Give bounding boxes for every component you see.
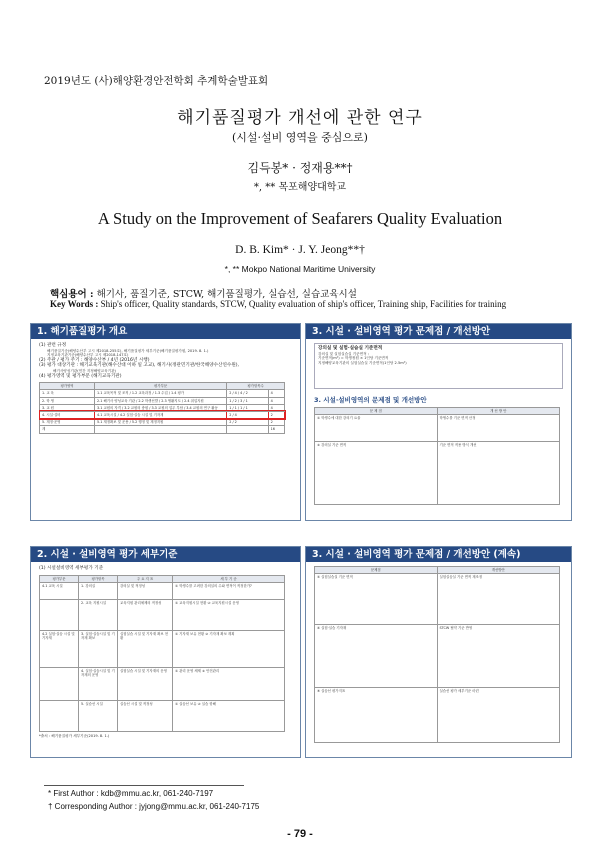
problems-section-label: 3. 시설·설비영역의 문제점 및 개선방안: [314, 396, 427, 404]
table-cell: 1 / 2 / 3 / 1: [227, 397, 268, 404]
table-header-row: [40, 575, 285, 582]
affiliation-english: *, ** Mokpo National Maritime University: [224, 264, 376, 274]
table-row: [315, 688, 560, 743]
criteria-caption: (1) 시설설비영역 세부평가 기준: [39, 566, 104, 571]
table-cell: 2 / 2: [227, 419, 268, 426]
table-cell: 실습선 시설 및 적정성: [118, 700, 173, 731]
paper-subtitle-korean: (시설·설비 영역을 중심으로): [232, 131, 368, 144]
table-cell: 2.1 해기사 양성교육 기관 / 2.2 학생선발 / 2.3 생활지도 / 2.4 취업지원: [95, 397, 227, 404]
overview-line: (1) 관련 규정: [39, 343, 67, 348]
panel-overview-title: 1. 해기품질평가 개요: [31, 324, 300, 339]
table-row-highlighted: [40, 411, 285, 418]
problems-continued-table: [314, 566, 560, 743]
table-cell: 2: [268, 419, 284, 426]
table-cell: 2: [268, 411, 284, 418]
table-cell: 3. 교 원: [40, 404, 95, 411]
table-row: [40, 419, 285, 426]
standard-area-line: 강의실 및 실험실습실 기준면적 :: [318, 351, 369, 356]
table-header-cell: 평가부문: [95, 383, 227, 390]
table-header-cell: 주 요 지 표: [118, 575, 173, 582]
table-cell: ④ 실험·실습 기자재: [315, 625, 438, 688]
table-cell: 1. 교 육: [40, 390, 95, 397]
table-header-cell: 문제점: [315, 567, 438, 574]
footnote-divider: [44, 785, 244, 786]
table-row: [40, 667, 285, 700]
footnote-first-author: * First Author : kdb@mmu.ac.kr, 061-240-7197: [48, 789, 214, 798]
table-cell: 실습선 평가 세부기준 마련: [437, 688, 560, 743]
conference-name: 2019년도 (사)해양환경안전학회 추계학술발표회: [44, 75, 269, 87]
table-cell: 2. 교육 지원시설: [79, 599, 118, 630]
panel-problems: [305, 323, 572, 521]
panel-problems-continued-title: 3. 시설 · 설비영역 평가 문제점 / 개선방안 (계속): [306, 547, 571, 562]
table-cell: ① 기자재 보유 현황 ② 기자재 확보 계획: [173, 630, 285, 667]
panel-problems-continued: [305, 546, 572, 758]
table-row: [315, 442, 560, 505]
table-cell: ① 학생수에 대한 강의기 요율: [315, 415, 438, 442]
overview-line: 지정교육기관기준(해양수산부 고시 제2018-147호): [47, 353, 129, 358]
table-cell: 교육지원 관리체제의 적정성: [118, 599, 173, 630]
standard-area-line: 기준면적(m²) = 학생정원 × 1인당 기준면적: [318, 356, 389, 361]
standard-area-heading: 강의실 및 실험·실습실 기준면적: [318, 346, 383, 351]
table-cell: 2. 학 생: [40, 397, 95, 404]
table-header-cell: 개 선 방 안: [437, 408, 560, 415]
keywords-english: [50, 299, 506, 309]
overview-line: (2) 주관 / 평가 주기 : 해양수산부 / 4년 (2016년 시행): [39, 357, 150, 363]
table-row: [40, 404, 285, 411]
table-header-row: [40, 383, 285, 390]
keywords-english-label: Key Words :: [50, 299, 99, 309]
paper-title-english: A Study on the Improvement of Seafarers Quality Evaluation: [97, 209, 503, 228]
table-cell: 4. 실험·실습시설 및 기자재의 운영: [79, 667, 118, 700]
table-cell: 2 / 4: [227, 411, 268, 418]
table-cell: 3.1 교원의 자격 / 3.2 교원의 충원 / 3.3 교원의 업무 부담 / 3.4 교원의 연구 활동: [95, 404, 227, 411]
table-cell: [40, 599, 79, 630]
table-row: [40, 630, 285, 667]
table-cell: ⑤ 실습선 평가지표: [315, 688, 438, 743]
table-cell: 강의실 및 적정성: [118, 582, 173, 599]
table-cell: 실험실습실 기준 면적 재조정: [437, 574, 560, 625]
table-cell: ① 실습선 보유 ② 실습 항해: [173, 700, 285, 731]
table-row: [40, 700, 285, 731]
table-cell: 5.1 재정확보 및 운용 / 5.2 행정 및 재정지원: [95, 419, 227, 426]
table-row: [40, 582, 285, 599]
standard-area-box: [314, 343, 563, 389]
keywords-korean: [50, 286, 357, 300]
table-cell: 실험실습 시설 및 기자재의 운영: [118, 667, 173, 700]
table-row: [40, 599, 285, 630]
table-header-cell: 문 제 점: [315, 408, 438, 415]
panel-problems-title: 3. 시설 · 설비영역 평가 문제점 / 개선방안: [306, 324, 571, 339]
table-cell: 1.1 교육목적 및 조직 / 1.2 교육과정 / 1.3 수업 / 1.4 평가: [95, 390, 227, 397]
table-cell: [40, 700, 79, 731]
table-cell: 4.1 교육 시설: [40, 582, 79, 599]
panel-criteria: [30, 546, 301, 758]
keywords-english-text: Ship's officer, Quality standards, STCW, Quality evaluation of ship's officer, Training ship, Facilities for training: [100, 299, 507, 309]
table-cell: 4. 시설·설비: [40, 411, 95, 418]
table-cell: 실험실습 시설 및 기자재 확보 현황: [118, 630, 173, 667]
authors-english: D. B. Kim* · J. Y. Jeong**†: [235, 244, 365, 256]
affiliation-korean: *, ** 목포해양대학교: [253, 182, 347, 193]
overview-line: 해기사양성기관(민간 지정해양교육기관): [53, 368, 116, 373]
table-row: [315, 415, 560, 442]
table-row: [315, 625, 560, 688]
keywords-korean-text: 해기사, 품질기준, STCW, 해기품질평가, 실습선, 실습교육시설: [96, 289, 357, 300]
table-row: [40, 397, 285, 404]
table-header-cell: 세 부 기 준: [173, 575, 285, 582]
table-cell: 1 / 1 / 1 / 1: [227, 404, 268, 411]
authors-korean: 김득봉* · 정재용**†: [247, 161, 353, 175]
table-cell: 4.1 교육시설 / 4.2 실험·실습 시설 및 기자재: [95, 411, 227, 418]
standard-area-line: 지정해양교육기관의 실험실습실 기준면적(1인당 2.5m²): [318, 360, 407, 365]
table-cell: 계: [40, 426, 95, 433]
table-cell: 학생수를 기준 면적 산정: [437, 415, 560, 442]
table-header-row: [315, 567, 560, 574]
table-cell: ② 강의실 기준 면적: [315, 442, 438, 505]
table-header-row: [315, 408, 560, 415]
table-header-cell: 평가항목수: [227, 383, 285, 390]
table-cell: 5. 실습선 시설: [79, 700, 118, 731]
table-cell: 4: [268, 390, 284, 397]
table-cell: ① 관리 운영 체제 ② 안전관리: [173, 667, 285, 700]
panel-criteria-title: 2. 시설 · 설비영역 평가 세부기준: [31, 547, 300, 562]
table-cell: 1. 강의실: [79, 582, 118, 599]
table-cell: 5. 재정·운영: [40, 419, 95, 426]
footnote-corresponding-author: † Corresponding Author : jyjong@mmu.ac.kr, 061-240-7175: [48, 802, 260, 811]
problems-table: [314, 407, 560, 505]
table-cell: 4: [268, 397, 284, 404]
table-cell: ③ 실험실습실 기준 면적: [315, 574, 438, 625]
table-cell: 4: [268, 404, 284, 411]
overview-line: (3) 평가 대상기관 : 해기교육기관(해수산대 이하 일 고교), 해기사(정관민기관/한국해양수산연수원),: [39, 363, 240, 369]
table-header-cell: 평가항목: [79, 575, 118, 582]
table-row: [315, 574, 560, 625]
panel-overview: [30, 323, 301, 521]
table-cell: 3. 실험·실습시설 및 기자재 확보: [79, 630, 118, 667]
table-header-cell: 개선방안: [437, 567, 560, 574]
table-cell: [95, 426, 227, 433]
table-cell: ① 교육지원시설 현황 ② 교육지원시설 운영: [173, 599, 285, 630]
table-cell: [40, 667, 79, 700]
table-header-cell: 평가부문: [40, 575, 79, 582]
table-cell: 기준 면적 적용 방식 개선: [437, 442, 560, 505]
table-cell: 16: [268, 426, 284, 433]
table-cell: ① 학생수를 고려한 강의실의 수와 면적이 적정한가?: [173, 582, 285, 599]
table-cell: 2 / 4 / 4 / 2: [227, 390, 268, 397]
overview-line: (4) 평가영역 및 평가부문 (해기교육기관): [39, 373, 122, 379]
criteria-table: [39, 575, 285, 732]
keywords-korean-label: 핵심용어 :: [50, 289, 94, 300]
overview-line: 해기품질기준(해양수산부 고시 제2018-255호), 해기품질평가 세부기준(해기품질평가원, 2019. 8. 1.): [47, 348, 209, 353]
paper-title-korean: 해기품질평가 개선에 관한 연구: [177, 108, 423, 128]
table-header-cell: 평가영역: [40, 383, 95, 390]
page-number: - 79 -: [287, 828, 313, 840]
evaluation-area-table: [39, 382, 285, 433]
table-cell: [227, 426, 268, 433]
table-cell: 4.2 실험·실습 시설 및 기자재: [40, 630, 79, 667]
criteria-source: *출처 : 해기품질평가 세부기준(2019. 8. 1.): [39, 733, 110, 738]
table-row-total: [40, 426, 285, 433]
table-cell: STCW 협약 기준 반영: [437, 625, 560, 688]
table-row: [40, 390, 285, 397]
